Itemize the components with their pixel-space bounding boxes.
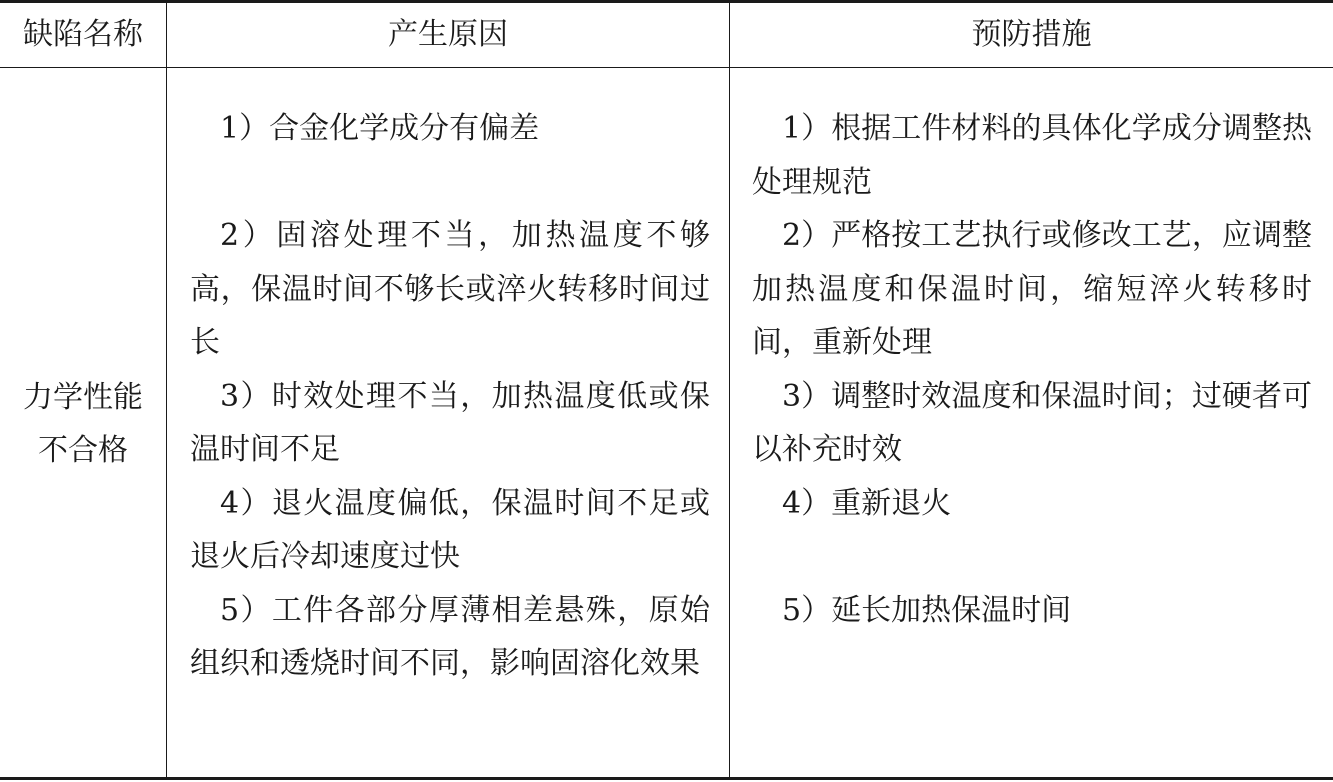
defect-name-line: 力学性能 bbox=[23, 380, 143, 415]
cause-item: 4）退火温度偏低，保温时间不足或退火后冷却速度过快 bbox=[190, 485, 710, 574]
column-divider bbox=[166, 3, 167, 777]
defect-name-line: 不合格 bbox=[38, 433, 128, 468]
column-divider bbox=[729, 3, 730, 777]
cause-item: 2）固溶处理不当，加热温度不够高，保温时间不够长或淬火转移时间过长 bbox=[190, 218, 710, 360]
prevention-cell bbox=[752, 102, 1312, 637]
cause-item: 5）工件各部分厚薄相差悬殊，原始组织和透烧时间不同，影响固溶化效果 bbox=[190, 592, 710, 681]
table-bottom-rule bbox=[0, 777, 1333, 780]
prevention-item: 5）延长加热保温时间 bbox=[782, 592, 1072, 628]
header-prevention: 预防措施 bbox=[971, 17, 1092, 52]
prevention-item: 3）调整时效温度和保温时间；过硬者可以补充时效 bbox=[752, 378, 1312, 467]
prevention-item: 1）根据工件材料的具体化学成分调整热处理规范 bbox=[752, 111, 1312, 200]
cause-item: 3）时效处理不当，加热温度低或保温时间不足 bbox=[190, 378, 710, 467]
prevention-item: 2）严格按工艺执行或修改工艺，应调整加热温度和保温时间，缩短淬火转移时间，重新处理 bbox=[752, 218, 1312, 360]
defect-name-cell bbox=[0, 371, 166, 477]
prevention-item: 4）重新退火 bbox=[782, 485, 952, 521]
header-cause: 产生原因 bbox=[388, 17, 508, 52]
header-rule bbox=[0, 67, 1333, 68]
header-defect-name: 缺陷名称 bbox=[23, 17, 143, 52]
cause-item: 1）合金化学成分有偏差 bbox=[220, 111, 540, 146]
cause-cell bbox=[190, 102, 710, 691]
